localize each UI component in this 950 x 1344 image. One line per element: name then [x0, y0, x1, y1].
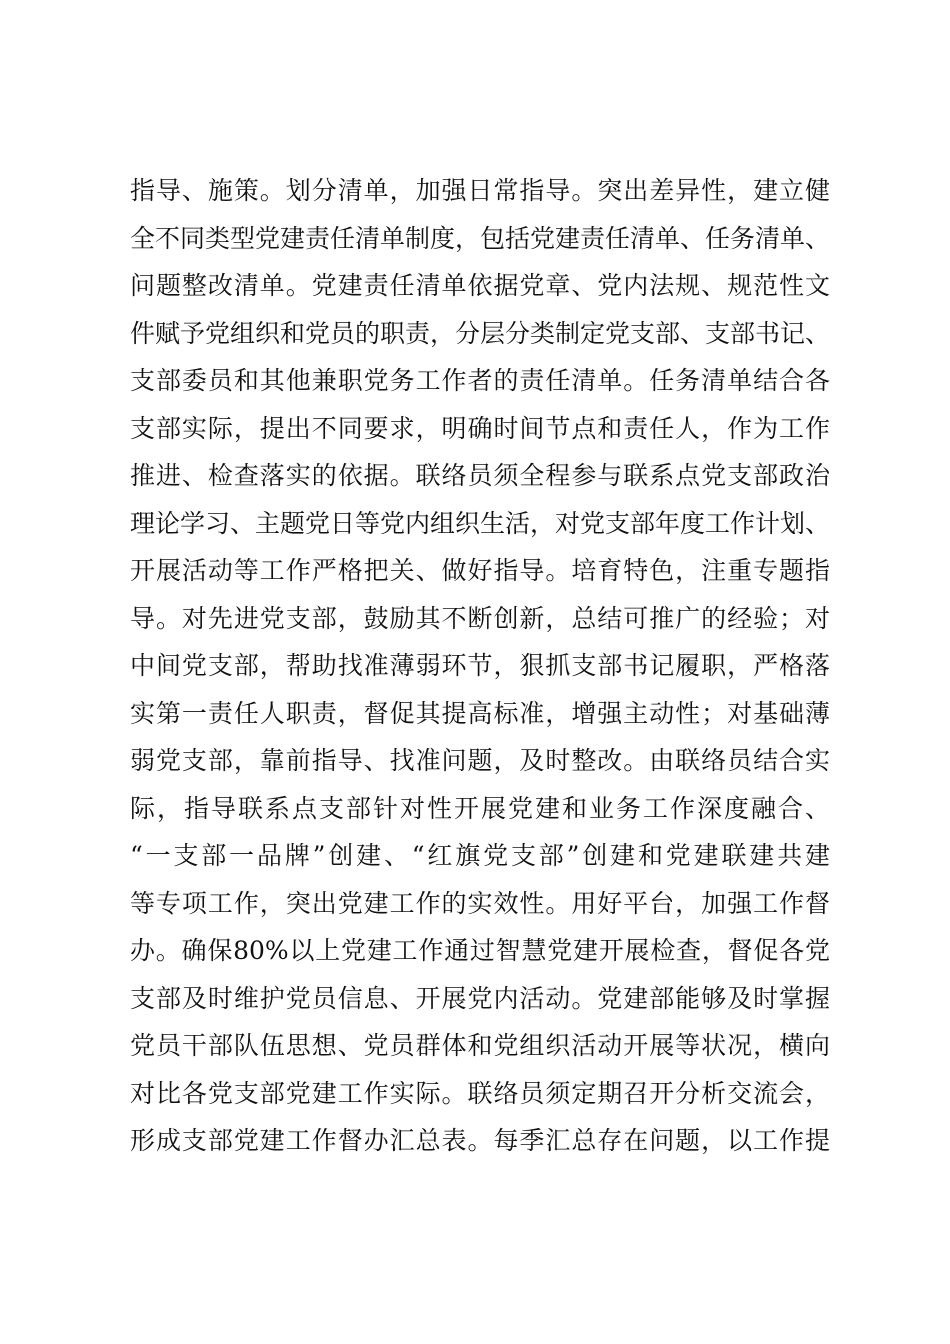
text-line: 导。对先进党支部，鼓励其不断创新，总结可推广的经验；对	[130, 603, 830, 633]
text-line: 理论学习、主题党日等党内组织生活，对党支部年度工作计划、	[130, 508, 831, 538]
text-line: 际，指导联系点支部针对性开展党建和业务工作深度融合、	[130, 793, 830, 823]
text-line: 支部实际，提出不同要求，明确时间节点和责任人，作为工作	[130, 413, 830, 443]
text-line: 开展活动等工作严格把关、做好指导。培育特色，注重专题指	[130, 556, 830, 585]
text-line: 形成支部党建工作督办汇总表。每季汇总存在问题，以工作提	[130, 1126, 830, 1155]
text-line: 对比各党支部党建工作实际。联络员须定期召开分析交流会，	[130, 1078, 830, 1108]
text-line: 全不同类型党建责任清单制度，包括党建责任清单、任务清单、	[130, 223, 831, 253]
text-line: 推进、检查落实的依据。联络员须全程参与联系点党支部政治	[130, 461, 830, 490]
text-line: 问题整改清单。党建责任清单依据党章、党内法规、规范性文	[130, 271, 830, 300]
text-line: 实第一责任人职责，督促其提高标准，增强主动性；对基础薄	[130, 698, 830, 728]
text-line: 支部委员和其他兼职党务工作者的责任清单。任务清单结合各	[130, 366, 830, 395]
text-line: 中间党支部，帮助找准薄弱环节，狠抓支部书记履职，严格落	[130, 651, 830, 680]
text-line: 支部及时维护党员信息、开展党内活动。党建部能够及时掌握	[130, 983, 830, 1013]
text-line: 党员干部队伍思想、党员群体和党组织活动开展等状况，横向	[130, 1031, 830, 1060]
text-line: 件赋予党组织和党员的职责，分层分类制定党支部、支部书记、	[130, 318, 831, 348]
text-line: 等专项工作，突出党建工作的实效性。用好平台，加强工作督	[130, 888, 830, 918]
text-line: 指导、施策。划分清单，加强日常指导。突出差异性，建立健	[130, 176, 830, 205]
text-line: 弱党支部，靠前指导、找准问题，及时整改。由联络员结合实	[130, 746, 830, 775]
text-line: “一支部一品牌”创建、“红旗党支部”创建和党建联建共建	[130, 841, 830, 870]
text-line: 办。确保80%以上党建工作通过智慧党建开展检查，督促各党	[130, 936, 830, 965]
